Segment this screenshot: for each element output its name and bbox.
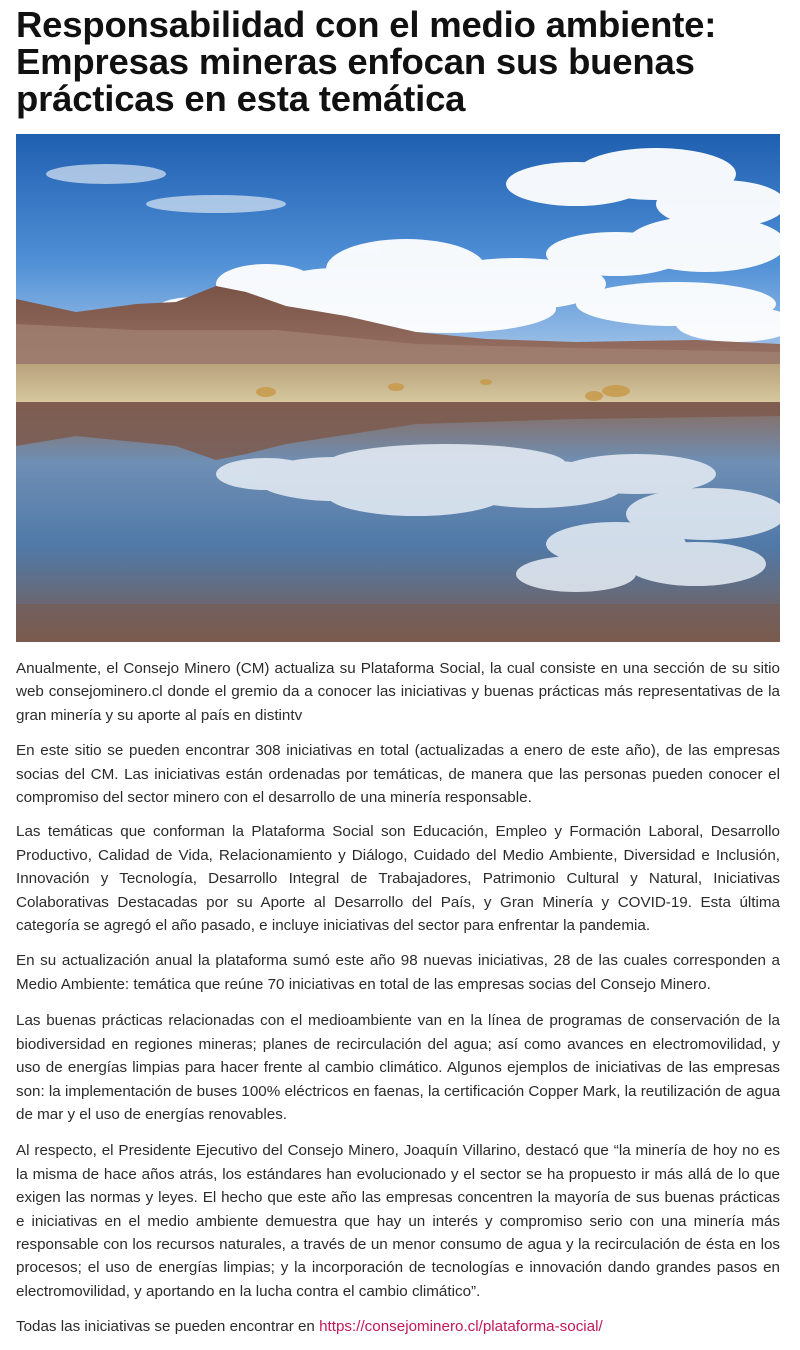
paragraph: En su actualización anual la plataforma sumó este año 98 nuevas iniciativas, 28 de las cuales corresponden a Medio Ambiente: temática que reúne 70 iniciativas en total de las empresas socias del Consejo Minero.	[16, 952, 780, 993]
landscape-lagoon-image	[16, 134, 780, 642]
paragraph: Anualmente, el Consejo Minero (CM) actualiza su Plataforma Social, la cual consiste en una sección de su sitio web consejominero.cl donde el gremio da a conocer las iniciativas y buenas prácticas más representativas de la gran minería y su aporte al país en distintv	[16, 660, 780, 724]
footer-text: Todas las iniciativas se pueden encontrar en	[16, 1318, 320, 1336]
article	[16, 0, 781, 1336]
article-title: Responsabilidad con el medio ambiente: Empresas mineras enfocan sus buenas prácticas en esta temática	[16, 4, 717, 119]
paragraph: Al respecto, el Presidente Ejecutivo del Consejo Minero, Joaquín Villarino, destacó que “la minería de hoy no es la misma de hace años atrás, los estándares han evolucionado y el sector se ha propuesto ir más allá de lo que exigen las normas y leyes. El hecho que este año las empresas concentren la mayoría de sus buenas prácticas e iniciativas en el medio ambiente demuestra que hay un interés y compromiso serio con una minería más responsable con los recursos naturales, a través de un menor consumo de agua y la recirculación de ésta en los procesos; el uso de energías limpias; y la incorporación de tecnologías e innovación dando grandes pasos en electromovilidad, y aportando en la lucha contra el cambio climático”.	[16, 1142, 780, 1300]
footer-paragraph	[16, 1315, 780, 1338]
hero-image	[16, 134, 780, 642]
paragraph: En este sitio se pueden encontrar 308 iniciativas en total (actualizadas a enero de este año), de las empresas socias del CM. Las iniciativas están ordenadas por temáticas, de manera que las personas pueden conocer el compromiso del sector minero con el desarrollo de una minería responsable.	[16, 742, 780, 807]
plataforma-social-link[interactable]: https://consejominero.cl/plataforma-social/	[319, 1318, 603, 1336]
article-body	[16, 657, 780, 1339]
paragraph: Las buenas prácticas relacionadas con el medioambiente van en la línea de programas de conservación de la biodiversidad en regiones mineras; planes de recirculación del agua; así como avances en electromovilidad, y uso de energías limpias para hacer frente al cambio climático. Algunos ejemplos de iniciativas de las empresas son: la implementación de buses 100% eléctricos en faenas, la certificación Copper Mark, la reutilización de agua de mar y el uso de energías renovables.	[16, 1012, 781, 1123]
paragraph: Las temáticas que conforman la Plataforma Social son Educación, Empleo y Formación Laboral, Desarrollo Productivo, Calidad de Vida, Relacionamiento y Diálogo, Cuidado del Medio Ambiente, Diversidad e Inclusión, Innovación y Tecnología, Desarrollo Integral de Trabajadores, Patrimonio Cultural y Natural, Iniciativas Colaborativas Destacadas por su Aporte al Desarrollo del País, y Gran Minería y COVID-19. Esta última categoría se agregó el año pasado, e incluye iniciativas del sector para enfrentar la pandemia.	[16, 823, 780, 935]
